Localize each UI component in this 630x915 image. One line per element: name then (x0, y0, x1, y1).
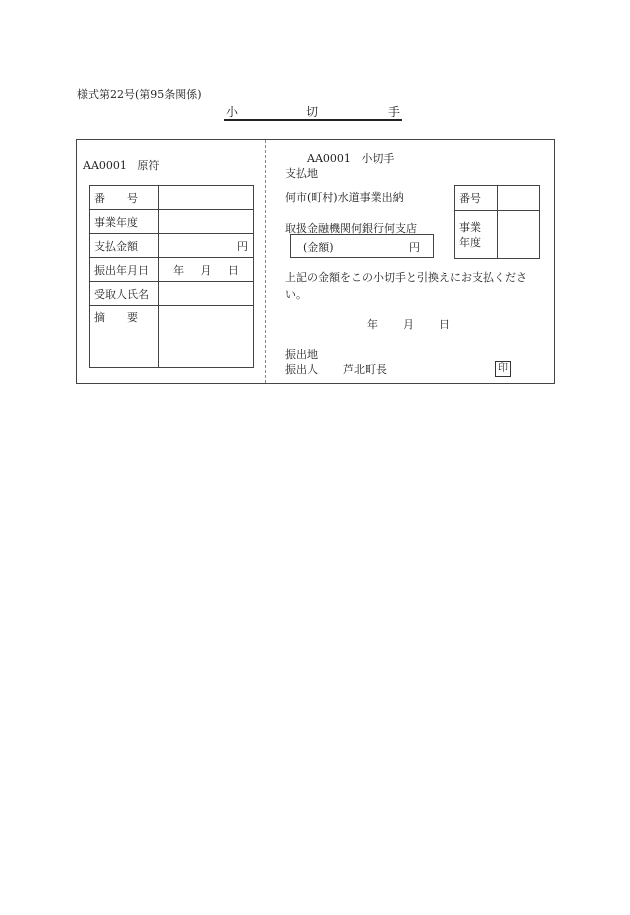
stub-row-remarks (90, 306, 254, 368)
stub-issue-date-value[interactable] (159, 258, 254, 282)
amount-box[interactable] (290, 234, 434, 258)
stub-row-amount (90, 234, 254, 258)
check-fiscal-year-label (455, 211, 498, 259)
stub-fiscal-year-label: 事業年度 (90, 210, 159, 234)
document-title (224, 103, 402, 121)
check-day-unit: 日 (439, 318, 450, 331)
check-number-label: 番号 (455, 186, 498, 211)
check-year-unit: 年 (367, 318, 378, 331)
form-number: 様式第22号(第95条関係) (77, 88, 202, 101)
stub-table (89, 185, 254, 368)
check-label: 小切手 (361, 152, 395, 165)
check-row-fiscal-year (455, 211, 540, 259)
stub-number-value[interactable] (159, 186, 254, 210)
issuer-label: 振出人 (285, 363, 318, 376)
stub-day-unit: 日 (227, 263, 239, 277)
instruction-line-1: 上記の金額をこの小切手と引換えにお支払くださ (285, 271, 527, 284)
check-header (307, 150, 394, 166)
amount-label: (金額) (303, 241, 334, 254)
stub-header (83, 157, 159, 173)
check-fiscal-year-value[interactable] (498, 211, 540, 259)
stub-amount-value[interactable]: 円 (159, 234, 254, 258)
stub-row-payee (90, 282, 254, 306)
issuer-name: 芦北町長 (343, 363, 387, 376)
check-fiscal-year-label-line-1: 事業 (459, 220, 481, 234)
stub-label: 原符 (137, 159, 160, 172)
issue-place-label: 振出地 (285, 348, 318, 361)
title-char-1: 小 (226, 105, 239, 119)
check-number-value[interactable] (498, 186, 540, 211)
check-serial: AA0001 (307, 152, 351, 165)
stub-row-issue-date (90, 258, 254, 282)
title-char-2: 切 (306, 105, 319, 119)
payment-place-label: 支払地 (285, 167, 318, 180)
stub-fiscal-year-value[interactable] (159, 210, 254, 234)
stub-remarks-label: 摘 要 (90, 306, 159, 368)
instruction-line-2: い。 (285, 288, 307, 301)
check-month-unit: 月 (403, 318, 414, 331)
check-form (76, 139, 555, 384)
stub-amount-label: 支払金額 (90, 234, 159, 258)
check-row-number (455, 186, 540, 211)
perforation-line (265, 140, 266, 383)
seal-mark: 印 (495, 361, 511, 377)
title-char-3: 手 (388, 105, 401, 119)
stub-issue-date-label: 振出年月日 (90, 258, 159, 282)
check-right-table (454, 185, 540, 259)
stub-row-fiscal-year (90, 210, 254, 234)
stub-month-unit: 月 (200, 263, 212, 277)
stub-year-unit: 年 (173, 263, 185, 277)
stub-serial: AA0001 (83, 159, 127, 172)
check-fiscal-year-label-line-2: 年度 (459, 235, 481, 249)
stub-payee-label: 受取人氏名 (90, 282, 159, 306)
stub-row-number (90, 186, 254, 210)
stub-payee-value[interactable] (159, 282, 254, 306)
stub-number-label: 番 号 (90, 186, 159, 210)
payer-name: 何市(町村)水道事業出納 (285, 191, 404, 204)
bank-name: 取扱金融機関何銀行何支店 (285, 222, 417, 235)
amount-unit: 円 (409, 241, 420, 254)
stub-remarks-value[interactable] (159, 306, 254, 368)
